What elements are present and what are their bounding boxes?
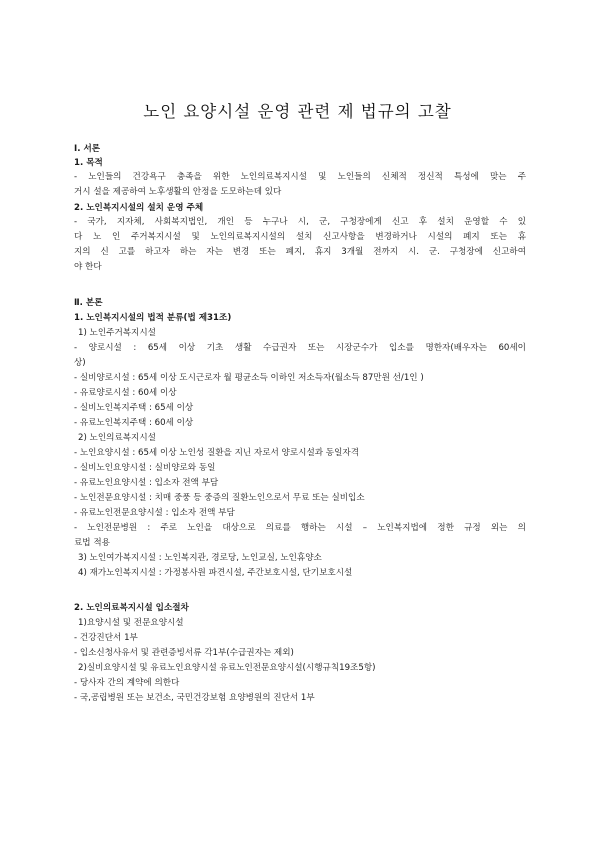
- paragraph-line: 거시 설을 제공하여 노후생활의 안정을 도모하는데 있다: [74, 187, 282, 197]
- list-item: - 유료노인요양시설 : 입소자 전액 부담: [74, 478, 219, 488]
- subsection-heading-purpose: 1. 목적: [74, 158, 103, 168]
- section-heading-intro: Ⅰ. 서론: [74, 144, 101, 154]
- paragraph-line: 다 노 인 주거복지시설 및 노인의료복지시설의 설치 신고사항을 변경하거나 시설의 폐지 또는 휴: [74, 232, 526, 242]
- list-item: - 실비노인요양시설 : 실비양로와 동일: [74, 463, 216, 473]
- list-item: 4) 재가노인복지시설 : 가정봉사원 파견시설, 주간보호시설, 단기보호시설: [78, 568, 353, 578]
- list-item: - 건강진단서 1부: [74, 633, 138, 643]
- paragraph-line: 야 한다: [74, 262, 102, 272]
- list-item: 1) 노인주거복지시설: [78, 328, 156, 338]
- list-item: - 양로시설 : 65세 이상 기초 생활 수급권자 또는 시장군수가 입소를 명한자(배우자는 60세이: [74, 343, 526, 353]
- document-title: 노인 요양시설 운영 관련 제 법규의 고찰: [143, 102, 452, 121]
- paragraph-line: 지의 신 고를 하고자 하는 자는 변경 또는 폐지, 휴지 3개월 전까지 시. 군. 구청장에 신고하여: [74, 247, 526, 257]
- list-item: 2)실비요양시설 및 유료노인요양시설 유료노인전문요양시설(시행규칙19조5항): [78, 663, 376, 673]
- paragraph-line: - 국가, 지자체, 사회복지법인, 개인 등 누구나 시, 군, 구청장에게 신고 후 설치 운영할 수 있: [74, 217, 526, 227]
- list-item: - 노인전문요양시설 : 치매 중풍 등 중증의 질환노인으로서 무료 또는 실비입소: [74, 493, 365, 503]
- list-item: - 유료노인전문요양시설 : 입소자 전액 부담: [74, 508, 235, 518]
- subsection-heading-admission: 2. 노인의료복지시설 입소절차: [74, 603, 189, 613]
- list-item: - 노인전문병원 : 주로 노인을 대상으로 의료를 행하는 시설 – 노인복지법에 정한 규정 외는 의: [74, 523, 526, 533]
- list-item: 상): [74, 358, 86, 368]
- list-item: - 노인요양시설 : 65세 이상 노인성 질환을 지닌 자로서 양로시설과 동일자격: [74, 448, 359, 458]
- list-item: - 당사자 간의 계약에 의한다: [74, 678, 180, 688]
- list-item: 3) 노인여가복지시설 : 노인복지관, 경로당, 노인교실, 노인휴양소: [78, 553, 322, 563]
- subsection-heading-classification: 1. 노인복지시설의 법적 분류(법 제31조): [74, 313, 232, 323]
- subsection-heading-operator: 2. 노인복지시설의 설치 운영 주체: [74, 203, 204, 213]
- section-heading-body: Ⅱ. 본론: [74, 298, 103, 308]
- list-item: 2) 노인의료복지시설: [78, 433, 156, 443]
- list-item: - 실비양로시설 : 65세 이상 도시근로자 월 평균소득 이하인 저소득자(월소득 87만원 선/1인 ): [74, 373, 424, 383]
- list-item: - 실비노인복지주택 : 65세 이상: [74, 403, 194, 413]
- list-item: - 입소신청사유서 및 관련증빙서류 각1부(수급권자는 제외): [74, 648, 294, 658]
- list-item: - 유료노인복지주택 : 60세 이상: [74, 418, 194, 428]
- list-item: - 유료양로시설 : 60세 이상: [74, 388, 177, 398]
- list-item: 1)요양시설 및 전문요양시설: [78, 618, 184, 628]
- paragraph-line: - 노인들의 건강욕구 충족을 위한 노인의료복지시설 및 노인들의 신체적 정신적 특성에 맞는 주: [74, 172, 526, 182]
- list-item: 료법 적용: [74, 538, 110, 548]
- list-item: - 국,공립병원 또는 보건소, 국민건강보험 요양병원의 진단서 1부: [74, 693, 315, 703]
